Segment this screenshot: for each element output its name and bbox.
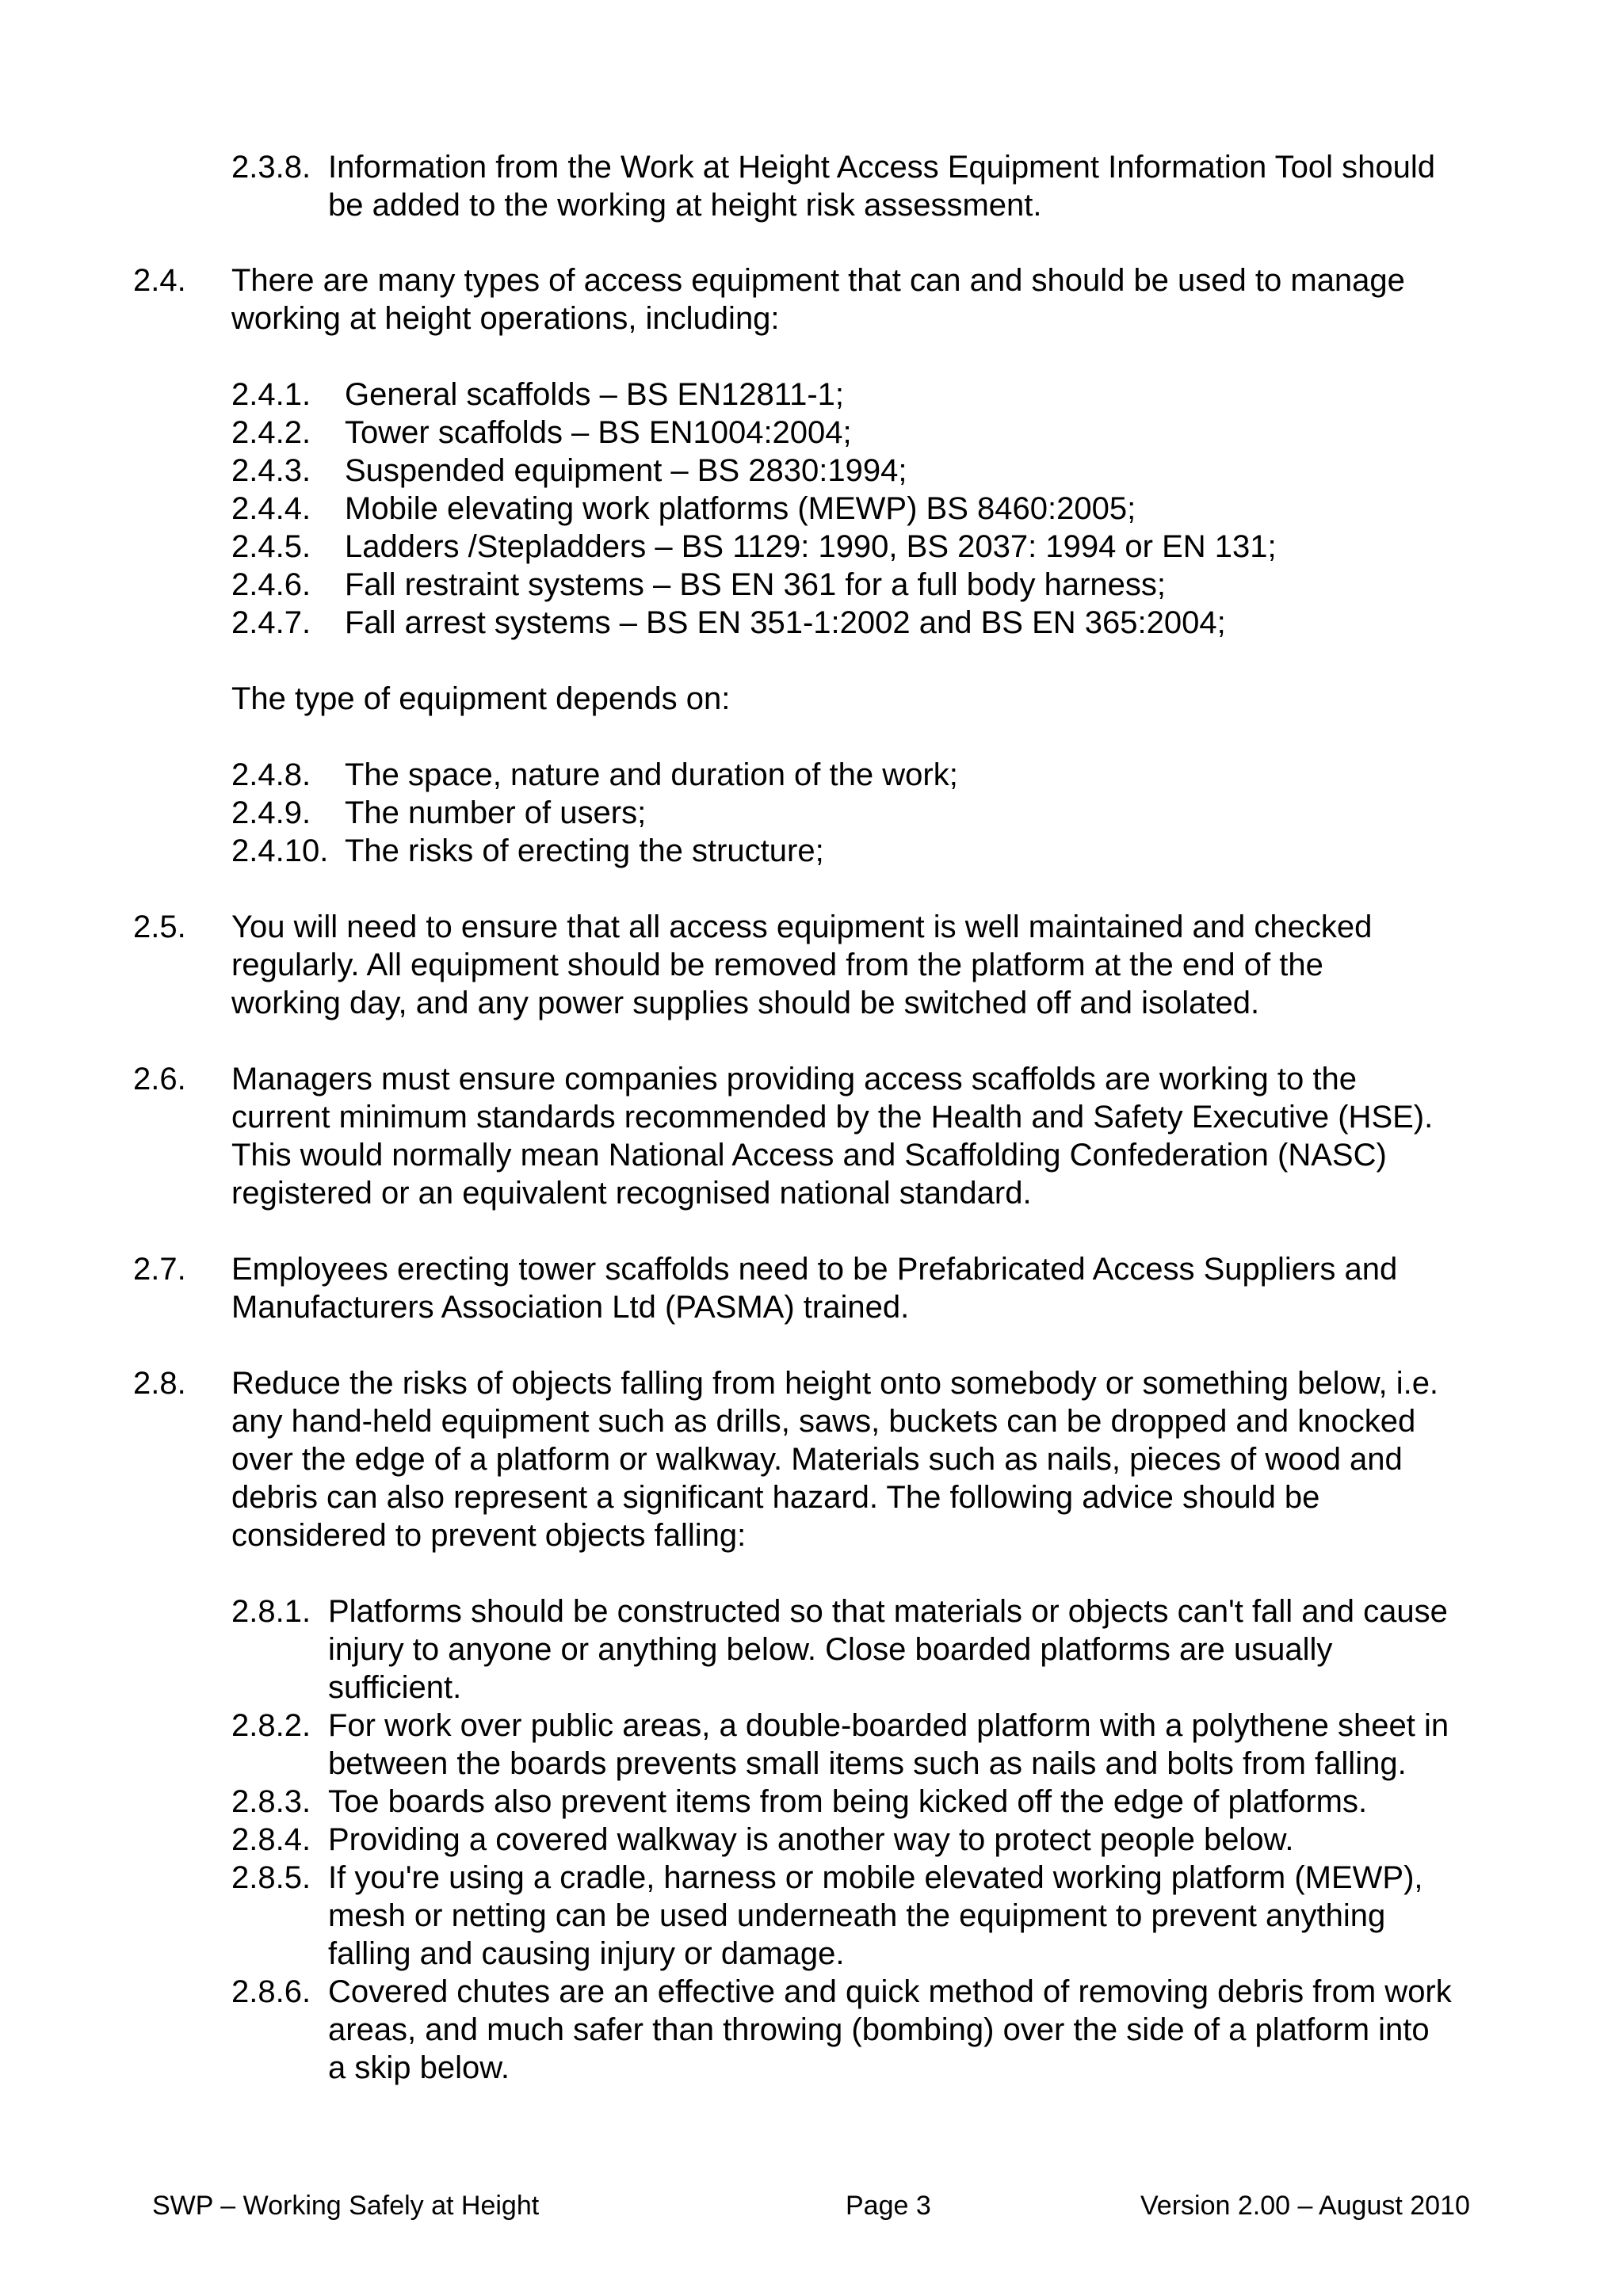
section-text-2-6-line-4: registered or an equivalent recognised national standard. (231, 1176, 1032, 1211)
item-number-2-3-8: 2.3.8. (231, 150, 311, 185)
item-text-2-4-4: Mobile elevating work platforms (MEWP) BS 8460:2005; (345, 491, 1136, 526)
item-text-2-4-9: The number of users; (345, 795, 647, 830)
section-text-2-8-line-3: over the edge of a platform or walkway. Materials such as nails, pieces of wood and (231, 1442, 1403, 1477)
item-text-2-3-8-line-1: Information from the Work at Height Access Equipment Information Tool should (328, 150, 1435, 185)
section-text-2-8-line-5: considered to prevent objects falling: (231, 1518, 747, 1553)
item-text-2-8-5-line-1: If you're using a cradle, harness or mobile elevated working platform (MEWP), (328, 1860, 1423, 1895)
item-text-2-8-4-line-1: Providing a covered walkway is another way to protect people below. (328, 1822, 1294, 1857)
item-number-2-4-3: 2.4.3. (231, 453, 311, 488)
item-number-2-4-9: 2.4.9. (231, 795, 311, 830)
item-text-2-4-7: Fall arrest systems – BS EN 351-1:2002 and BS EN 365:2004; (345, 605, 1226, 640)
item-text-2-8-2-line-2: between the boards prevents small items such as nails and bolts from falling. (328, 1746, 1407, 1781)
item-number-2-8-5: 2.8.5. (231, 1860, 311, 1895)
section-text-2-5-line-2: regularly. All equipment should be removed from the platform at the end of the (231, 948, 1323, 982)
item-number-2-4-4: 2.4.4. (231, 491, 311, 526)
footer-version: Version 2.00 – August 2010 (1140, 2191, 1470, 2221)
section-number-2-4: 2.4. (133, 263, 186, 298)
section-text-2-5-line-3: working day, and any power supplies should be switched off and isolated. (231, 986, 1260, 1020)
item-text-2-8-1-line-3: sufficient. (328, 1670, 462, 1705)
section-text-2-8-line-1: Reduce the risks of objects falling from height onto somebody or something below, i.e. (231, 1366, 1439, 1401)
section-text-2-8-line-2: any hand-held equipment such as drills, saws, buckets can be dropped and knocked (231, 1404, 1416, 1439)
item-text-2-8-1-line-2: injury to anyone or anything below. Close boarded platforms are usually (328, 1632, 1333, 1667)
item-number-2-4-1: 2.4.1. (231, 377, 311, 412)
item-text-2-8-5-line-3: falling and causing injury or damage. (328, 1936, 845, 1971)
item-number-2-4-8: 2.4.8. (231, 757, 311, 792)
section-number-2-6: 2.6. (133, 1062, 186, 1097)
item-text-2-4-1: General scaffolds – BS EN12811-1; (345, 377, 844, 412)
section-text-2-6-line-3: This would normally mean National Access and Scaffolding Confederation (NASC) (231, 1138, 1387, 1173)
item-text-2-8-3-line-1: Toe boards also prevent items from being kicked off the edge of platforms. (328, 1784, 1368, 1819)
item-text-2-4-6: Fall restraint systems – BS EN 361 for a full body harness; (345, 567, 1166, 602)
item-text-2-8-6-line-3: a skip below. (328, 2050, 510, 2085)
equipment-depends-text: The type of equipment depends on: (231, 681, 731, 716)
footer-document-title: SWP – Working Safely at Height (152, 2191, 540, 2221)
item-text-2-8-5-line-2: mesh or netting can be used underneath the equipment to prevent anything (328, 1898, 1386, 1933)
section-number-2-8: 2.8. (133, 1366, 186, 1401)
section-text-2-4-line-2: working at height operations, including: (231, 301, 780, 336)
section-text-2-4-line-1: There are many types of access equipment that can and should be used to manage (231, 263, 1405, 298)
section-text-2-6-line-2: current minimum standards recommended by the Health and Safety Executive (HSE). (231, 1100, 1434, 1135)
item-number-2-8-1: 2.8.1. (231, 1594, 311, 1629)
item-text-2-4-3: Suspended equipment – BS 2830:1994; (345, 453, 907, 488)
section-text-2-7-line-1: Employees erecting tower scaffolds need to be Prefabricated Access Suppliers and (231, 1252, 1398, 1287)
item-text-2-4-8: The space, nature and duration of the work; (345, 757, 958, 792)
section-text-2-6-line-1: Managers must ensure companies providing access scaffolds are working to the (231, 1062, 1357, 1097)
item-number-2-4-6: 2.4.6. (231, 567, 311, 602)
footer-page-number: Page 3 (846, 2191, 931, 2221)
item-number-2-4-2: 2.4.2. (231, 415, 311, 450)
section-text-2-8-line-4: debris can also represent a significant hazard. The following advice should be (231, 1480, 1320, 1515)
item-text-2-8-2-line-1: For work over public areas, a double-boarded platform with a polythene sheet in (328, 1708, 1449, 1743)
item-text-2-4-10: The risks of erecting the structure; (345, 833, 824, 868)
item-number-2-4-10: 2.4.10. (231, 833, 329, 868)
item-text-2-3-8-line-2: be added to the working at height risk assessment. (328, 188, 1042, 223)
item-number-2-4-7: 2.4.7. (231, 605, 311, 640)
item-text-2-8-6-line-1: Covered chutes are an effective and quick method of removing debris from work (328, 1974, 1452, 2009)
item-number-2-4-5: 2.4.5. (231, 529, 311, 564)
item-number-2-8-3: 2.8.3. (231, 1784, 311, 1819)
item-number-2-8-4: 2.8.4. (231, 1822, 311, 1857)
section-number-2-7: 2.7. (133, 1252, 186, 1287)
section-text-2-7-line-2: Manufacturers Association Ltd (PASMA) trained. (231, 1290, 910, 1325)
item-text-2-4-5: Ladders /Stepladders – BS 1129: 1990, BS 2037: 1994 or EN 131; (345, 529, 1277, 564)
item-text-2-4-2: Tower scaffolds – BS EN1004:2004; (345, 415, 852, 450)
item-number-2-8-6: 2.8.6. (231, 1974, 311, 2009)
item-number-2-8-2: 2.8.2. (231, 1708, 311, 1743)
section-text-2-5-line-1: You will need to ensure that all access equipment is well maintained and checked (231, 910, 1373, 944)
section-number-2-5: 2.5. (133, 910, 186, 944)
item-text-2-8-1-line-1: Platforms should be constructed so that materials or objects can't fall and cause (328, 1594, 1448, 1629)
item-text-2-8-6-line-2: areas, and much safer than throwing (bombing) over the side of a platform into (328, 2012, 1430, 2047)
